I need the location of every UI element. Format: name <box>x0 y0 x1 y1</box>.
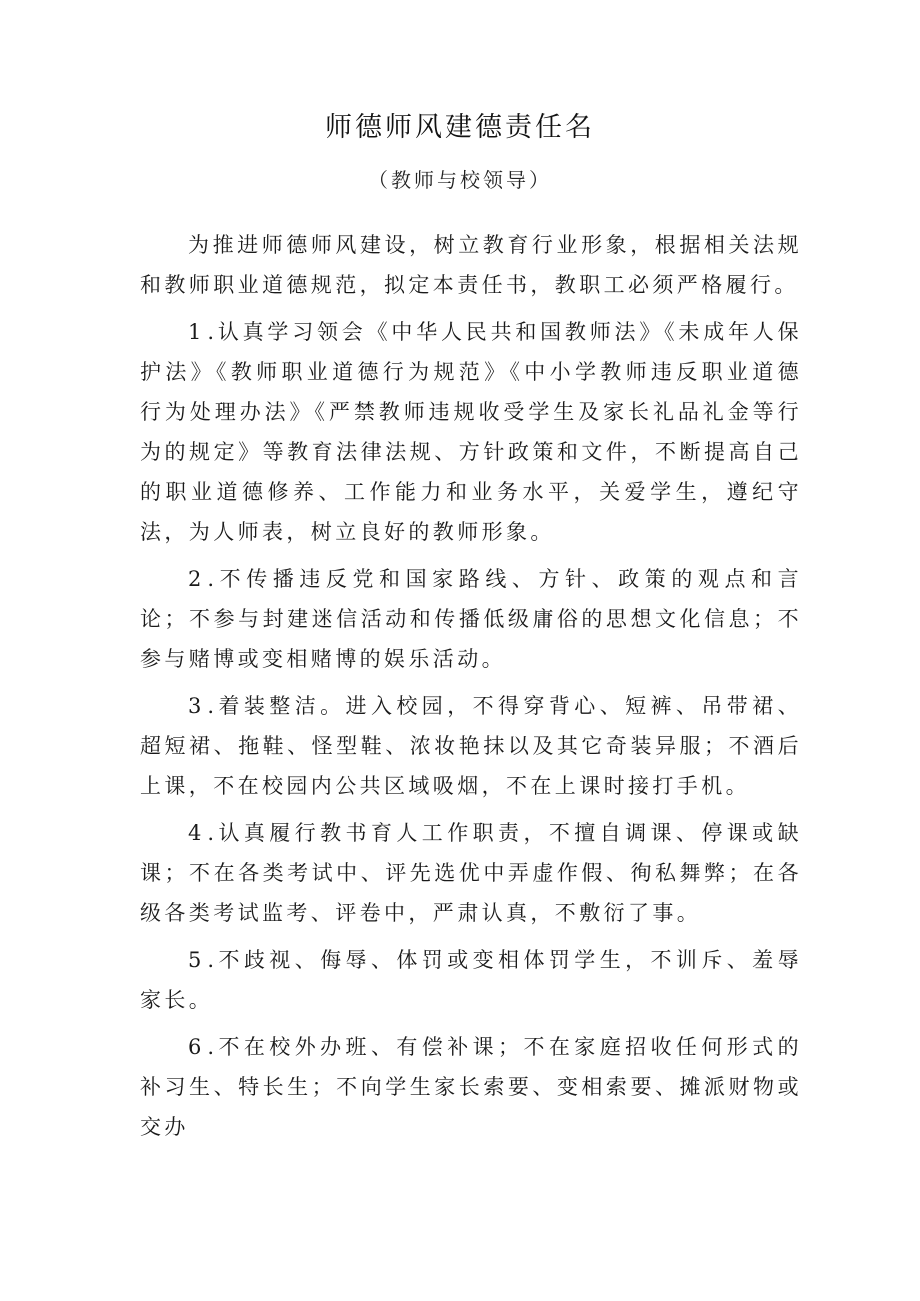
clause-number: 5 <box>188 948 204 972</box>
document-body <box>140 225 802 1154</box>
clause-number: 6 <box>188 1035 204 1059</box>
clause-item <box>140 940 802 1020</box>
clause-number: 2 <box>188 567 204 591</box>
clause-item <box>140 559 802 679</box>
clause-item <box>140 312 802 552</box>
clause-text: .着装整洁。进入校园，不得穿背心、短裤、吊带裙、超短裙、拖鞋、怪型鞋、浓妆艳抹以及其它奇装异服；不酒后上课，不在校园内公共区域吸烟，不在上课时接打手机。 <box>140 694 802 798</box>
clause-number: 4 <box>188 821 204 845</box>
clause-item <box>140 1027 802 1147</box>
clause-text: .不在校外办班、有偿补课；不在家庭招收任何形式的补习生、特长生；不向学生家长索要、变相索要、摊派财物或交办 <box>140 1035 802 1139</box>
page-title: 师德师风建德责任名 <box>325 112 595 143</box>
clause-text: .认真学习领会《中华人民共和国教师法》《未成年人保护法》《教师职业道德行为规范》《中小学教师违反职业道德行为处理办法》《严禁教师违规收受学生及家长礼品礼金等行为的规定》等教育法律法规、方针政策和文件，不断提高自己的职业道德修养、工作能力和业务水平，关爱学生，遵纪守法，为人师表，树立良好的教师形象。 <box>140 320 802 544</box>
clause-number: 3 <box>188 694 204 718</box>
clause-item <box>140 813 802 933</box>
intro-paragraph: 为推进师德师风建设，树立教育行业形象，根据相关法规和教师职业道德规范，拟定本责任书，教职工必须严格履行。 <box>140 233 802 297</box>
clause-text: .不传播违反党和国家路线、方针、政策的观点和言论；不参与封建迷信活动和传播低级庸俗的思想文化信息；不参与赌博或变相赌博的娱乐活动。 <box>140 567 802 671</box>
clause-number: 1 <box>188 320 204 344</box>
clause-item <box>140 686 802 806</box>
clause-text: .不歧视、侮辱、体罚或变相体罚学生，不训斥、羞辱家长。 <box>140 948 802 1012</box>
page-subtitle: （教师与校领导） <box>368 168 552 192</box>
clause-text: .认真履行教书育人工作职责，不擅自调课、停课或缺课；不在各类考试中、评先选优中弄虚作假、徇私舞弊；在各级各类考试监考、评卷中，严肃认真，不敷衍了事。 <box>140 821 802 925</box>
